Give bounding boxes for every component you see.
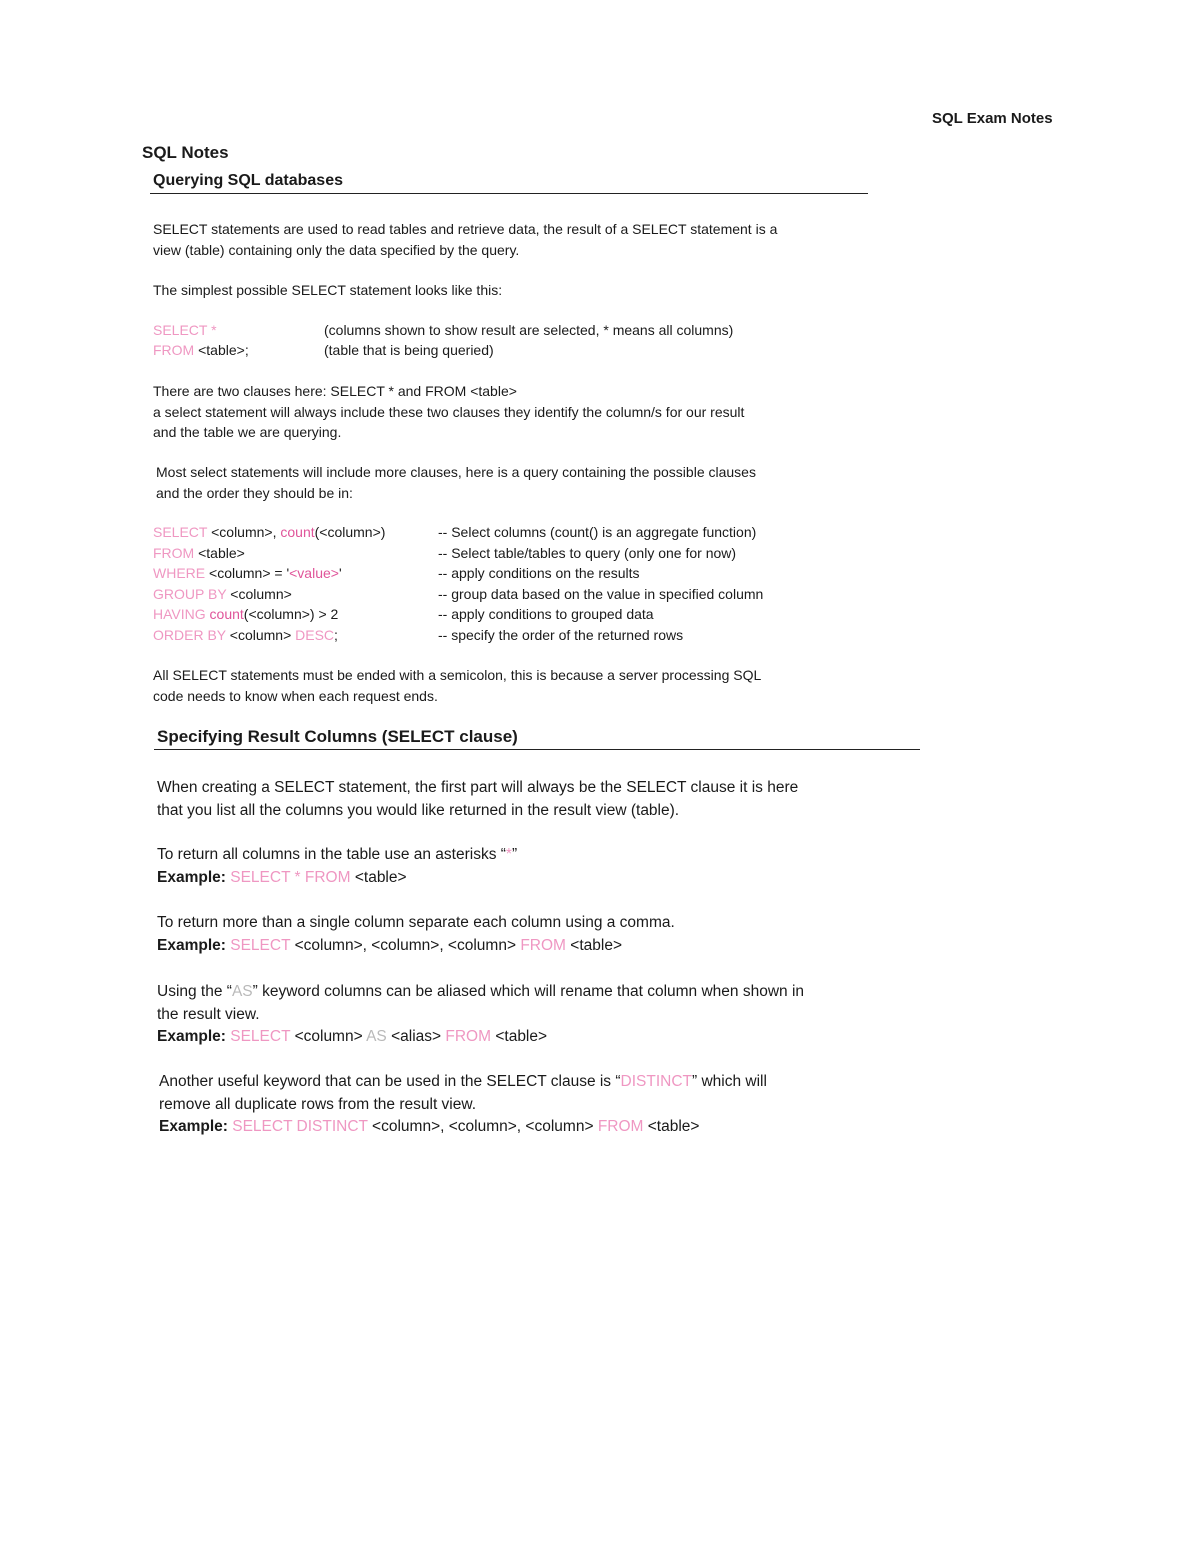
heading-underline — [154, 749, 920, 750]
code-line-group-by: GROUP BY <column> — [153, 585, 292, 602]
heading-underline — [150, 193, 868, 194]
code-full-query — [153, 522, 385, 645]
paragraph-semicolon: All SELECT statements must be ended with a semicolon, this is because a server processing SQL code needs to know when each request ends. — [153, 667, 762, 704]
paragraph-two-clauses: There are two clauses here: SELECT * and FROM <table> a select statement will always include these two clauses they identify the column/s for our result and the table we are querying. — [153, 383, 745, 440]
paragraph-multiple-columns: To return more than a single column separate each column using a comma. Example: SELECT <column>, <column>, <column> FROM <table> — [157, 912, 675, 957]
section-heading-querying: Querying SQL databases — [153, 172, 343, 189]
code-line-select: SELECT <column>, count(<column>) — [153, 524, 386, 540]
code-comments: -- Select columns (count() is an aggregate function) -- Select table/tables to query (only one for now) -- apply conditions on the results -- group data based on the value in specified column -- apply conditions to grouped data -- specify the order of the returned rows — [438, 524, 764, 643]
paragraph-simplest: The simplest possible SELECT statement looks like this: — [153, 282, 503, 298]
example-3: Example: SELECT <column> AS <alias> FROM <table> — [157, 1028, 548, 1045]
paragraph-most-select: Most select statements will include more clauses, here is a query containing the possible clauses and the order they should be in: — [156, 464, 756, 501]
code-line-from: FROM <table> — [153, 544, 245, 561]
section-heading-result-columns: Specifying Result Columns (SELECT clause) — [157, 727, 518, 746]
code-from-table: FROM <table>; — [153, 342, 249, 358]
document-title: SQL Notes — [142, 143, 229, 162]
code-comment: (table that is being queried) — [324, 342, 494, 358]
paragraph-distinct: Another useful keyword that can be used in the SELECT clause is “DISTINCT” which will remove all duplicate rows from the result view. Example: SELECT DISTINCT <column>, <column>, <column> FROM <table> — [159, 1071, 767, 1139]
code-line-order-by: ORDER BY <column> DESC; — [153, 626, 338, 643]
code-line-having: HAVING count(<column>) > 2 — [153, 606, 339, 622]
paragraph-alias: Using the “AS” keyword columns can be aliased which will rename that column when shown in the result view. Example: SELECT <column> AS <alias> FROM <table> — [157, 981, 804, 1049]
paragraph-intro: SELECT statements are used to read tables and retrieve data, the result of a SELECT statement is a view (table) containing only the data specified by the query. — [153, 221, 778, 258]
code-comment: (columns shown to show result are selected, * means all columns) — [324, 322, 734, 338]
code-line-where: WHERE <column> = '<value>' — [153, 565, 342, 581]
example-1: Example: SELECT * FROM <table> — [157, 868, 407, 886]
code-select-star: SELECT * — [153, 322, 217, 338]
paragraph-all-columns: To return all columns in the table use an asterisks “*” Example: SELECT * FROM <table> — [157, 844, 517, 889]
running-header: SQL Exam Notes — [932, 110, 1053, 127]
paragraph-select-clause: When creating a SELECT statement, the first part will always be the SELECT clause it is here that you list all the columns you would like returned in the result view (table). — [157, 779, 799, 819]
example-4: Example: SELECT DISTINCT <column>, <column>, <column> FROM <table> — [159, 1118, 700, 1135]
example-2: Example: SELECT <column>, <column>, <column> FROM <table> — [157, 936, 622, 954]
